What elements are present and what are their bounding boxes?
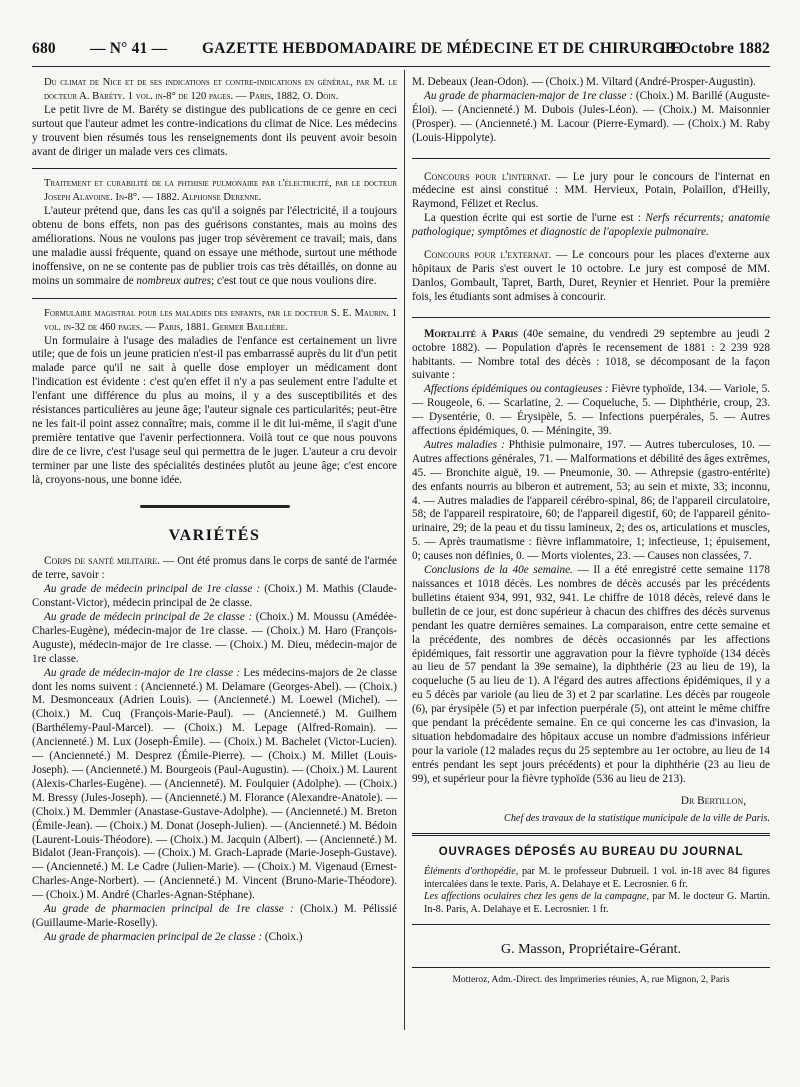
- mortalite-intro: [412, 328, 770, 384]
- divider: [412, 158, 770, 159]
- grade-label: Au grade de pharmacien principal de 2e classe :: [44, 930, 263, 943]
- body-italic: Nerfs récurrents; anatomie pathologique; symptômes et diagnostic de l'apoplexie pulmonaire.: [412, 212, 770, 239]
- grade-label: Au grade de médecin principal de 2e classe :: [44, 611, 253, 623]
- grade-text: (Choix.) M. Pélissié (Guillaume-Marie-Roselly).: [32, 903, 398, 929]
- mortalite-conclusions: [412, 564, 770, 787]
- subsection-label: Affections épidémiques ou contagieuses :: [424, 383, 609, 396]
- concours-internat: [412, 171, 770, 241]
- ouvrages-list: [412, 866, 770, 916]
- mortalite-paris: [412, 328, 770, 826]
- concours-externat: [412, 249, 770, 305]
- divider: [32, 298, 397, 299]
- ouvrage-item: [412, 866, 770, 891]
- mortalite-epidemiques: [412, 383, 770, 439]
- subsection-label: Conclusions de la 40e semaine.: [424, 564, 573, 577]
- corps-sante-militaire: [32, 555, 397, 944]
- section-lead: Corps de santé militaire.: [44, 555, 160, 568]
- promotion-grade: [32, 583, 397, 611]
- body-text: L'auteur prétend que, dans les cas qu'il a soignés par l'électricité, il a toujours obtenu de bons effets, non pas des guérisons constantes, mais au moins des améliorations. Nous ne voulons pas juger trop sévèrement ce travail; mais, dans une maladie aussi fréquente, quand on essaye une méthode, surtout une méthode inoffensive, on ne se contente pas de publier trois cas très détaillés, on donne au moins un sommaire de: [32, 205, 397, 287]
- section-heading-varietes: VARIÉTÉS: [168, 527, 261, 545]
- body-text: La question écrite qui est sortie de l'urne est :: [424, 212, 641, 225]
- review-formulaire: [32, 307, 397, 488]
- externat-paragraph: [412, 249, 770, 305]
- section-lead: Concours pour l'externat.: [424, 249, 552, 262]
- grade-text: (Choix.) M. Moussu (Amédée-Charles-Eugène), médecin-major de 1re classe. — (Choix.) M. Haro (François-Auguste), médecin-major de 1re classe. — (Choix.) M. Dieu, médecin-major de 1re classe.: [32, 611, 397, 665]
- signature: Dr Bertillon,: [680, 794, 746, 807]
- body-text: — Il a été enregistré cette semaine 1178 naissances et 1018 décès. Les nombres de décès accusés par les précédents bulletins étaient 934, 991, 932, 941. Le chiffre de 1018 décès, relevé dans le bulletin de ce jour, est donc supérieur à chacun des chiffres des décès survenus pendant les quatre dernières semaines. La comparaison, entre cette semaine et la précédente, des nombres de décès occasionnés par les affections épidémiques, fait ressortir une aggravation pour la fièvre typhoïde (134 décès au lieu de 57 pendant la 39e semaine), la diphthérie (23 au lieu de 19), la coqueluche (5 au lieu de 1). A l'égard des autres affections épidémiques, il y a eu 5 décès par variole (au lieu de 3) et 2 par scarlatine. Les décès par rougeole (6), par érysipèle (5) et par infection puerpérale (5), ont atteint le même chiffre que pendant la précédente semaine. En ce qui concerne les cas d'invasion, la situation hebdomadaire des hôpitaux accuse un nombre d'admissions inférieur pour la variole (12 malades reçus du 25 septembre au 1er octobre, au lieu de 14 entrés pendant les sept jours précédents) et pour la diphthérie (23 au lieu de 99), et supérieur pour la fièvre typhoïde (536 au lieu de 213).: [412, 564, 770, 785]
- double-rule: [412, 833, 770, 836]
- body-italic: nombreux autres: [136, 274, 212, 287]
- column-divider: [404, 70, 405, 1030]
- grade-text: (Choix.) M. Mathis (Claude-Constant-Victor), médecin principal de 2e classe.: [32, 583, 397, 610]
- ouvrage-text: par M. le professeur Dubrueil. 1 vol. in-18 avec 84 figures intercalées dans le texte. Paris, A. Delahaye et E. Lecrosnier. 6 fr.: [424, 866, 770, 890]
- issue-date: 13 Octobre 1882: [658, 40, 770, 57]
- review-title: Traitement et curabilité de la phthisie pulmonaire par l'électricité, par le docteur Joseph Alavoine. In-8°. — 1882. Alphonse Derenne.: [44, 178, 397, 204]
- divider: [412, 967, 770, 968]
- promotion-intro: [32, 555, 397, 583]
- ouvrage-title: Les affections oculaires chez les gens de la campagne,: [424, 891, 650, 903]
- header-rule: [32, 66, 770, 67]
- body-text: — Ont été promus dans le corps de santé de l'armée de terre, savoir :: [32, 555, 398, 582]
- grade-text: Les médecins-majors de 2e classe dont les noms suivent : (Ancienneté.) M. Delamare (Georges-Abel). — (Choix.) M. Desmonceaux (Adrien Louis). — (Ancienneté.) M. Loewel (Michel). — (Choix.) M. Cuq (François-Marie-Paul). — (Ancienneté.) M. Guilhem (Barthélemy-Paul-Marcel). — (Choix.) M. Lepage (Alfred-Romain). — (Ancienneté.) M. Lux (Joseph-Émile). — (Choix.) M. Bachelet (Victor-Lucien). — (Ancienneté.) M. Desprez (Émile-Pierre). — (Choix.) M. Millet (Louis-Joseph). — (Ancienneté.) M. Bourgeois (Paul-Augustin). — (Choix.) M. Laurent (Alexis-Charles-Eugène). — (Ancienneté). M. Foulquier (Adolphe). — (Choix.) M. Bressy (Jules-Joseph). — (Ancienneté.) M. Florance (Alexandre-Anatole). — (Choix.) M. Demmler (Anastase-Gustave-Adolphe). — (Ancienneté.) M. Breton (Émile-Jean). — (Choix.) M. Donat (Joseph-Julien). — (Ancienneté.) M. Bédoin (Laurent-Louis-Théodore). — (Choix.) M. Jacquin (Albert). — (Ancienneté.) M. Bidalot (Jean-François). — (Choix.) M. Grach-Laprade (Marie-Joseph-Gustave). — (Ancienneté.) M. Le Cadre (Julien-Marie). — (Choix.) M. Vigenaud (Ernest-Charles-Ange-Norbert). — (Ancienneté.) M. Vincent (Bruno-Marie-Théodore). — (Choix.) M. André (Charles-Agnan-Stéphane).: [32, 666, 397, 902]
- review-title: Du climat de Nice et de ses indications et contre-indications en général, par M. le docteur A. Baréty. 1 vol. in-8° de 120 pages. — Paris, 1882. O. Doin.: [44, 77, 397, 102]
- promotion-grade: [32, 903, 397, 931]
- review-phtisie: [32, 177, 397, 288]
- grade-label: Au grade de médecin principal de 1re classe :: [44, 583, 261, 596]
- divider: [32, 168, 397, 169]
- gerant-line: G. Masson, Propriétaire-Gérant.: [500, 941, 681, 957]
- body-text: — Le concours pour les places d'externe aux hôpitaux de Paris s'est ouvert le 10 octobre. Le jury est composé de MM. Danlos, Gombault, Tapret, Barth, Duret, Reynier et Henriet. Pour la première fois, les étudiants sont admises à concourir.: [412, 249, 770, 303]
- signature-role: Chef des travaux de la statistique municipale de la ville de Paris.: [504, 812, 770, 824]
- divider: [412, 317, 770, 318]
- review-title: Formulaire magistral pour les maladies des enfants, par le docteur S. E. Maurin. 1 vol. in-32 de 460 pages. — Paris, 1881. Germer Baillière.: [44, 307, 397, 333]
- review-body: Un formulaire à l'usage des maladies de l'enfance est certainement un livre utile; que de fois un jeune praticien n'est-il pas embarrassé auprès du lit d'un petit malade parce qu'il ne sait à quelle dose employer un médicament dont l'indication est évidente : c'est qu'en effet il n'y a pas seulement entre l'adulte et l'enfant une différence du plus au moins, il y a des susceptibilités et des résistances particulières au jeune âge; l'auteur signale ces particularités; peut-être ne les fait-il point assez connaître; mais, comme il le dit lui-même, il s'agit d'une première tentative que l'avenir perfectionnera. Voilà tout ce que nous pouvons dire de ce livre, c'est l'usage seul qui permettra de le juger. L'auteur a cru devoir terminer par une liste des spécialités destinées plutôt au jeune âge; c'est encore là, croyons-nous, une bonne idée.: [32, 334, 397, 486]
- grade-text: (Choix.): [262, 930, 303, 943]
- issue-number: — N° 41 —: [90, 40, 168, 57]
- ouvrage-title: Éléments d'orthopédie,: [424, 866, 519, 878]
- promotion-grade: [32, 611, 397, 667]
- grade-label: Au grade de pharmacien principal de 1re classe :: [44, 903, 294, 916]
- grade-label: Au grade de médecin-major de 1re classe :: [44, 666, 241, 679]
- promotion-continued: M. Debeaux (Jean-Odon). — (Choix.) M. Viltard (André-Prosper-Augustin).: [412, 76, 756, 88]
- divider: [412, 924, 770, 925]
- body-text: — Le jury pour le concours de l'internat en médecine est ainsi constitué : MM. Hervieux, Potain, Polaillon, d'Heilly, Raymond, Félizet et Reclus.: [412, 170, 771, 211]
- internat-question: [412, 212, 770, 240]
- page-number: 680: [32, 40, 56, 57]
- review-body: [32, 205, 397, 288]
- right-column: [412, 76, 770, 988]
- ouvrage-item: [412, 891, 770, 916]
- ouvrages-heading: OUVRAGES DÉPOSÉS AU BUREAU DU JOURNAL: [438, 846, 744, 859]
- grade-text: (Choix.) M. Barillé (Auguste-Éloi). — (Ancienneté.) M. Dubois (Jules-Léon). — (Choix.) M. Maisonnier (Prosper). — (Ancienneté.) M. Lacour (Pierre-Eymard). — (Choix.) M. Raby (Louis-Hippolyte).: [412, 89, 770, 144]
- body-text: (40e semaine, du vendredi 29 septembre au jeudi 2 octobre 1882). — Population d'après le recensement de 1881 : 2 239 928 habitants. — Nombre total des décès : 1018, se décomposant de la façon suivante :: [412, 327, 770, 382]
- review-nice: [32, 76, 397, 159]
- ouvrage-text: par M. le docteur G. Martin. In-8. Paris, A. Delahaye et E. Lecrosnier. 1 fr.: [424, 891, 771, 915]
- section-lead: Mortalité à Paris: [424, 327, 519, 340]
- review-body: Le petit livre de M. Baréty se distingue des publications de ce genre en ceci surtout que l'auteur admet les contre-indications du climat de Nice. Les médecins y trouvent bien résumés tous les renseignements dont ils peuvent avoir besoin avant de diriger un malade vers ces climats.: [32, 103, 397, 158]
- section-lead: Concours pour l'internat.: [424, 170, 551, 183]
- mortalite-autres: [412, 439, 770, 564]
- left-column: [32, 76, 397, 945]
- running-header: [32, 40, 770, 62]
- body-text: ; c'est tout ce que nous voulions dire.: [211, 274, 377, 287]
- body-text: Fièvre typhoïde, 134. — Variole, 5. — Rougeole, 6. — Scarlatine, 2. — Coqueluche, 5. — Diphthérie, croup, 23. — Dysentérie, 0. — Érysipèle, 5. — Infections puerpérales, 5. — Autres affections épidémiques, 0. — Méningite, 39.: [412, 383, 770, 438]
- imprint-line: Motteroz, Adm.-Direct. des Imprimeries réunies, A, rue Mignon, 2, Paris: [452, 974, 730, 985]
- journal-title: GAZETTE HEBDOMADAIRE DE MÉDECINE ET DE CHIRURGIE: [202, 40, 682, 57]
- grade-label: Au grade de pharmacien-major de 1re classe :: [424, 89, 634, 102]
- promotion-grade: [412, 90, 770, 146]
- body-text: Phthisie pulmonaire, 197. — Autres tuberculoses, 10. — Autres affections générales, 71. — Malformations et débilité des âges extrêmes, 45. — Bronchite aiguë, 19. — Pneumonie, 30. — Athrepsie (gastro-entérite) des enfants nourris au biberon et autrement, 53; au sein et mixte, 33; inconnu, 4. — Autres maladies de l'appareil cérébro-spinal, 86; de l'appareil circulatoire, 58; de l'appareil respiratoire, 60; de l'appareil digestif, 60; de l'appareil génito-urinaire, 29; de la peau et du tissu lamineux, 2; des os, articulations et muscles, 5. — Après traumatisme : fièvre inflammatoire, 1; infectieuse, 1; épuisement, 0; causes non définies, 0. — Morts violentes, 23. — Causes non classées, 7.: [412, 438, 770, 563]
- ornament-rule: [32, 505, 397, 509]
- promotion-grade: [32, 667, 397, 903]
- internat-paragraph: [412, 171, 770, 213]
- promotion-grade: [32, 931, 397, 945]
- subsection-label: Autres maladies :: [424, 438, 505, 451]
